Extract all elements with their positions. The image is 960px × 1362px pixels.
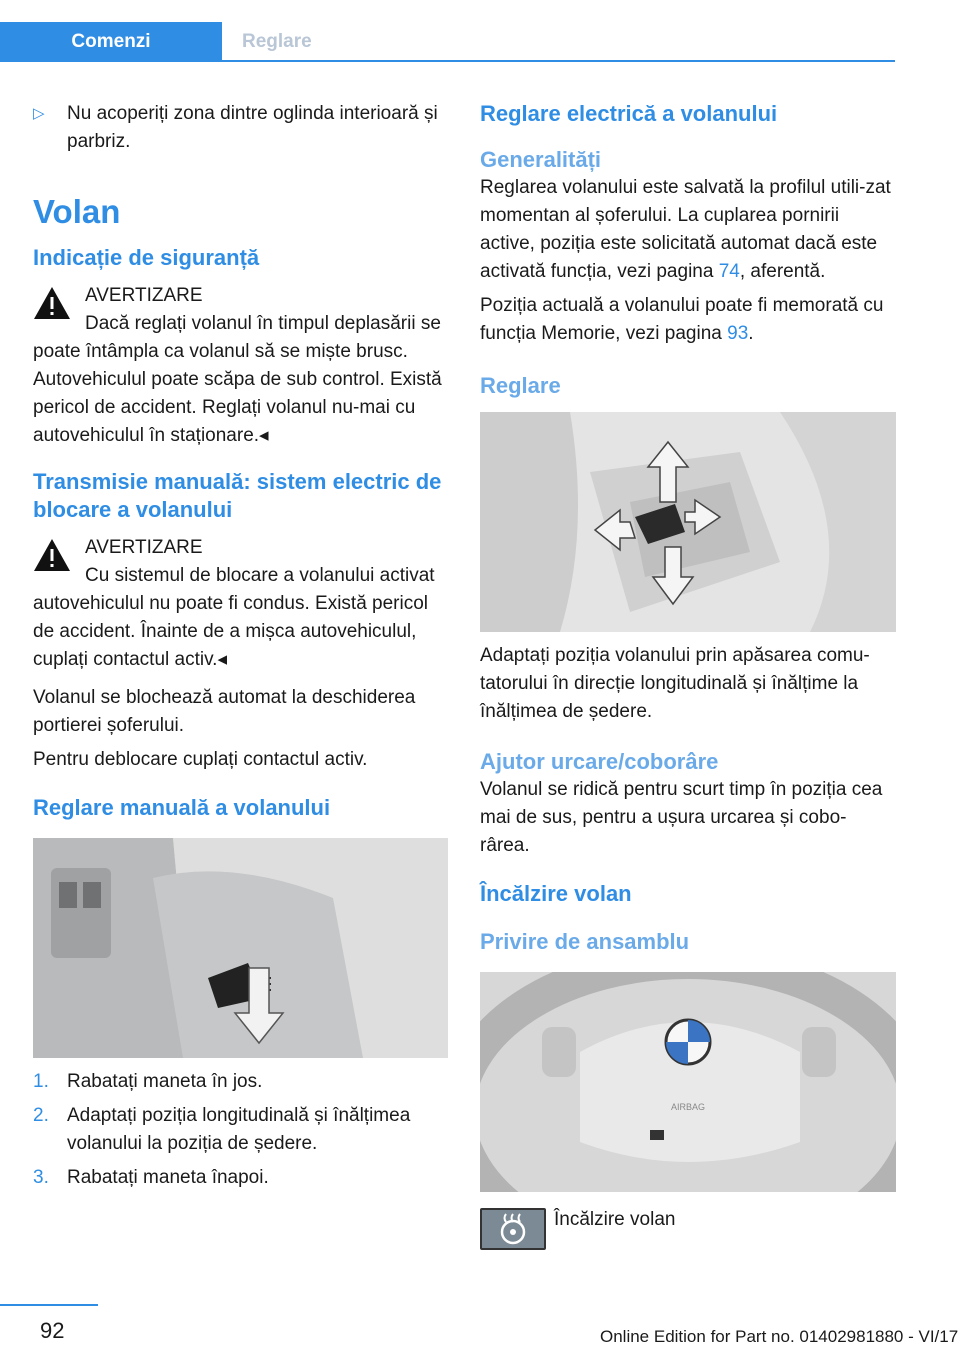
- steering-wheel-figure: [480, 972, 896, 1192]
- bullet-text: Nu acoperiți zona dintre oglinda interioară și parbriz.: [67, 103, 438, 152]
- warning-label: AVERTIZARE: [85, 537, 203, 558]
- entry-paragraph: Volanul se ridică pentru scurt timp în poziția cea mai de sus, pentru a ușura urcarea și cobo-rârea.: [480, 779, 883, 856]
- left-column: [33, 100, 448, 1192]
- manual-adjust-figure: [33, 838, 448, 1058]
- step-number: 2.: [33, 1105, 49, 1126]
- safety-heading: Indicație de siguranță: [33, 245, 260, 270]
- tab-reglare[interactable]: Reglare: [242, 31, 312, 52]
- section-title: Volan: [33, 193, 121, 230]
- lock-paragraph: Volanul se blochează automat la deschiderea portierei șoferului.: [33, 687, 416, 736]
- electric-adjust-figure: [480, 412, 896, 632]
- general-text: Reglarea volanului este salvată la profilul utili-zat momentan al șoferului. La cuplarea pornirii active, poziția este solicitată automat dacă este activată funcția, vezi pagina: [480, 177, 891, 282]
- warning-icon: [33, 538, 71, 572]
- heating-legend: [480, 1208, 896, 1250]
- footer-rule: [0, 1304, 98, 1306]
- steering-heat-button[interactable]: [480, 1208, 546, 1250]
- tab-bar: [0, 22, 895, 60]
- triangle-bullet-icon: ▷: [33, 105, 45, 122]
- warning-icon: [33, 286, 71, 320]
- tab-comenzi[interactable]: Comenzi: [0, 22, 222, 60]
- steering-column-illustration: [33, 838, 448, 1058]
- entry-heading: Ajutor urcare/coborâre: [480, 749, 719, 774]
- step-text: Rabatați maneta în jos.: [67, 1071, 263, 1092]
- general-paragraph: [480, 174, 896, 286]
- steering-wheel-illustration: [480, 972, 896, 1192]
- list-item: [33, 1068, 448, 1096]
- overview-heading: Privire de ansamblu: [480, 929, 690, 954]
- step-text: Rabatați maneta înapoi.: [67, 1167, 269, 1188]
- bullet-item: [33, 100, 448, 156]
- adjust-switch-illustration: [480, 412, 896, 632]
- memory-text: Poziția actuală a volanului poate fi memorată cu funcția Memorie, vezi pagina: [480, 295, 884, 344]
- page-link-93[interactable]: 93: [727, 323, 749, 344]
- manual-heading: Reglare manuală a volanului: [33, 795, 331, 820]
- unlock-paragraph: Pentru deblocare cuplați contactul activ.: [33, 749, 368, 770]
- adjust-paragraph: Adaptați poziția volanului prin apăsarea comu-tatorului în direcție longitudinală și înălțime la înălțimea de ședere.: [480, 645, 870, 722]
- warning-text: Dacă reglați volanul în timpul deplasării se poate întâmpla ca volanul să se miște brusc. Autovehiculul poate scăpa de sub control. Există pericol de accident. Reglați volanul nu-mai cu autovehiculul în staționare.◂: [33, 313, 442, 446]
- footer-edition: Online Edition for Part no. 01402981880 - VI/17: [600, 1327, 959, 1346]
- warning-label: AVERTIZARE: [85, 285, 203, 306]
- list-item: [33, 1102, 448, 1158]
- memory-paragraph: [480, 292, 896, 348]
- page-link-74[interactable]: 74: [718, 261, 740, 282]
- steering-heat-icon: [482, 1210, 544, 1248]
- warning-box-1: [33, 282, 448, 450]
- adjust-heading: Reglare: [480, 373, 561, 398]
- list-item: [33, 1164, 448, 1192]
- general-text-end: , aferentă.: [739, 261, 826, 282]
- warning-box-2: [33, 534, 448, 674]
- step-number: 3.: [33, 1167, 49, 1188]
- warning-text: Cu sistemul de blocare a volanului activat autovehiculul nu poate fi condus. Există pericol de accident. Înainte de a mișca autovehiculul, cuplați contactul activ.◂: [33, 565, 435, 670]
- header-rule: [0, 60, 895, 62]
- airbag-label: AIRBAG: [670, 1102, 706, 1112]
- heating-heading: Încălzire volan: [480, 881, 632, 906]
- step-number: 1.: [33, 1071, 49, 1092]
- right-column: [480, 100, 896, 1250]
- heating-label: Încălzire volan: [554, 1209, 676, 1230]
- lock-heading: Transmisie manuală: sistem electric de blocare a volanului: [33, 469, 442, 522]
- step-text: Adaptați poziția longitudinală și înălțimea volanului la poziția de ședere.: [67, 1105, 411, 1154]
- memory-text-end: .: [748, 323, 754, 344]
- general-heading: Generalități: [480, 147, 602, 172]
- steps-list: [33, 1068, 448, 1192]
- electric-heading: Reglare electrică a volanului: [480, 101, 778, 126]
- page-number: 92: [40, 1318, 65, 1343]
